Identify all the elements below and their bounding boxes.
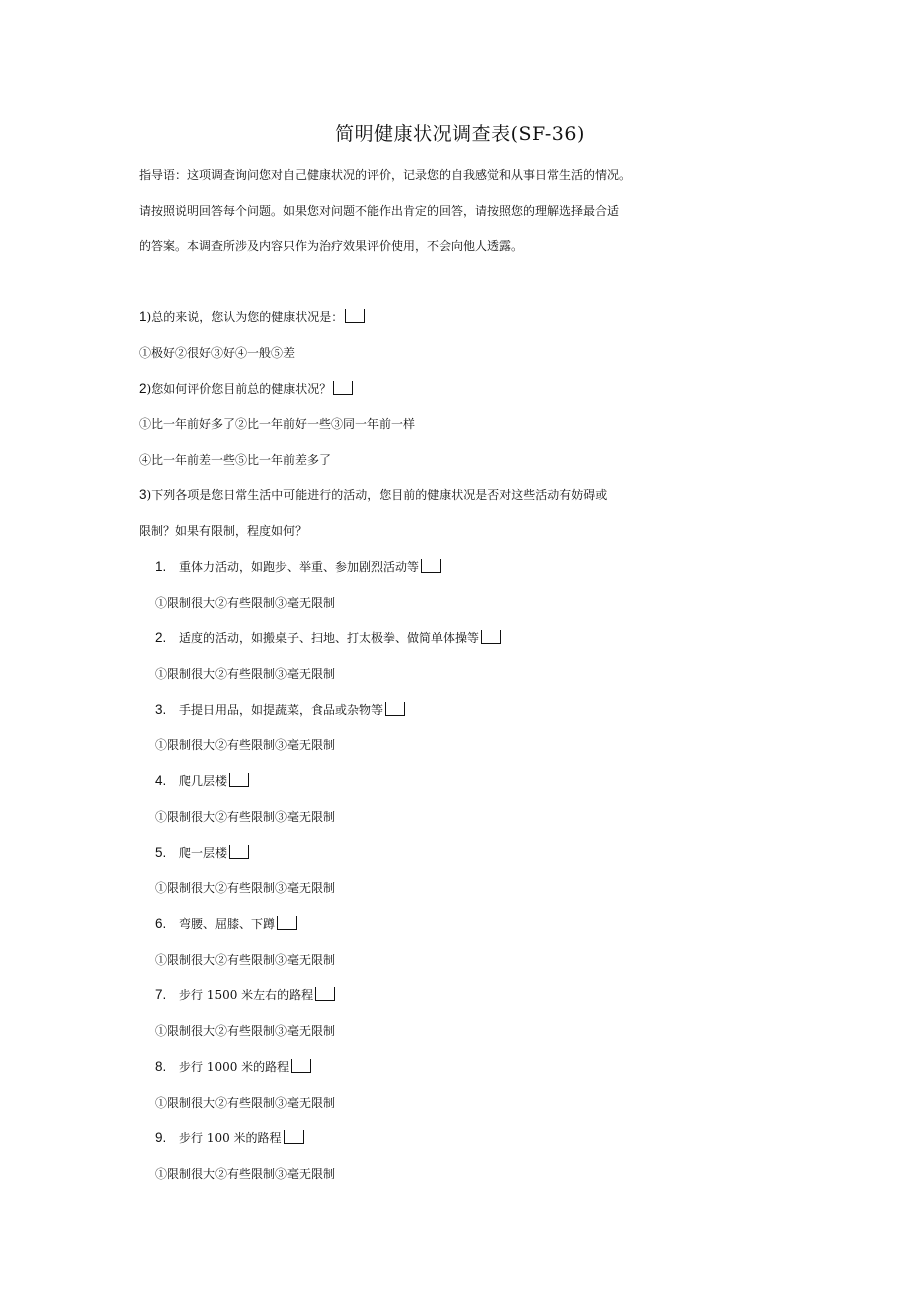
sub-item-1 bbox=[155, 558, 441, 575]
sub-item-text: 适度的活动，如搬桌子、扫地、打太极拳、做简单体操等 bbox=[179, 631, 480, 645]
sub-item-text: 手提日用品，如提蔬菜，食品或杂物等 bbox=[179, 703, 384, 717]
answer-blank[interactable] bbox=[421, 559, 441, 573]
sub-item-4 bbox=[155, 772, 249, 789]
sub-item-number: 1. bbox=[155, 559, 167, 574]
answer-blank[interactable] bbox=[345, 309, 365, 323]
sub-item-number: 8. bbox=[155, 1059, 167, 1074]
sub-item-text: 重体力活动，如跑步、举重、参加剧烈活动等 bbox=[179, 560, 420, 574]
answer-blank[interactable] bbox=[229, 845, 249, 859]
sub-item-text: 爬几层楼 bbox=[179, 774, 228, 788]
sub-item-number: 3. bbox=[155, 702, 167, 717]
sub-item-5-options: ①限制很大②有些限制③毫无限制 bbox=[155, 881, 336, 895]
sub-item-text: 步行 100 米的路程 bbox=[179, 1131, 282, 1145]
question-1-number: 1 bbox=[139, 309, 147, 324]
answer-blank[interactable] bbox=[277, 916, 297, 930]
sub-item-7-options: ①限制很大②有些限制③毫无限制 bbox=[155, 1024, 336, 1038]
page-title: 简明健康状况调查表(SF-36) bbox=[335, 123, 585, 145]
sub-item-8-options: ①限制很大②有些限制③毫无限制 bbox=[155, 1096, 336, 1110]
sub-item-number: 7. bbox=[155, 987, 167, 1002]
sub-item-3 bbox=[155, 701, 405, 718]
sub-item-number: 9. bbox=[155, 1130, 167, 1145]
intro-line-2: 请按照说明回答每个问题。如果您对问题不能作出肯定的回答，请按照您的理解选择最合适 bbox=[139, 204, 620, 218]
answer-blank[interactable] bbox=[229, 773, 249, 787]
sub-item-7 bbox=[155, 986, 335, 1003]
question-3-text-2: 限制？如果有限制，程度如何？ bbox=[139, 524, 308, 538]
answer-blank[interactable] bbox=[315, 987, 335, 1001]
sub-item-number: 5. bbox=[155, 845, 167, 860]
answer-blank[interactable] bbox=[291, 1059, 311, 1073]
sub-item-6 bbox=[155, 915, 297, 932]
intro-line-3: 的答案。本调查所涉及内容只作为治疗效果评价使用，不会向他人透露。 bbox=[139, 239, 524, 253]
sub-item-text: 弯腰、屈膝、下蹲 bbox=[179, 917, 276, 931]
sub-item-8 bbox=[155, 1058, 311, 1075]
question-2 bbox=[139, 380, 353, 397]
question-2-options-1: ①比一年前好多了②比一年前好一些③同一年前一样 bbox=[139, 417, 416, 431]
sub-item-4-options: ①限制很大②有些限制③毫无限制 bbox=[155, 810, 336, 824]
question-1 bbox=[139, 308, 365, 325]
sub-item-text: 步行 1000 米的路程 bbox=[179, 1060, 290, 1074]
sub-item-2-options: ①限制很大②有些限制③毫无限制 bbox=[155, 667, 336, 681]
intro-line-1: 指导语：这项调查询问您对自己健康状况的评价，记录您的自我感觉和从事日常生活的情况。 bbox=[139, 168, 632, 182]
sub-item-text: 爬一层楼 bbox=[179, 846, 228, 860]
question-3-number: 3 bbox=[139, 487, 147, 502]
question-1-options: ①极好②很好③好④一般⑤差 bbox=[139, 346, 296, 360]
question-2-number: 2 bbox=[139, 381, 147, 396]
question-2-options-2: ④比一年前差一些⑤比一年前差多了 bbox=[139, 453, 332, 467]
sub-item-text: 步行 1500 米左右的路程 bbox=[179, 988, 314, 1002]
question-2-text: )您如何评价您目前总的健康状况？ bbox=[146, 382, 332, 396]
sub-item-number: 6. bbox=[155, 916, 167, 931]
sub-item-1-options: ①限制很大②有些限制③毫无限制 bbox=[155, 596, 336, 610]
question-3-text-1: )下列各项是您日常生活中可能进行的活动，您目前的健康状况是否对这些活动有妨碍或 bbox=[146, 488, 608, 502]
sub-item-number: 4. bbox=[155, 773, 167, 788]
sub-item-number: 2. bbox=[155, 630, 167, 645]
answer-blank[interactable] bbox=[385, 702, 405, 716]
sub-item-9-options: ①限制很大②有些限制③毫无限制 bbox=[155, 1167, 336, 1181]
sub-item-2 bbox=[155, 629, 501, 646]
question-1-text: )总的来说，您认为您的健康状况是： bbox=[146, 310, 344, 324]
sub-item-5 bbox=[155, 844, 249, 861]
sub-item-9 bbox=[155, 1129, 304, 1146]
sub-item-3-options: ①限制很大②有些限制③毫无限制 bbox=[155, 738, 336, 752]
answer-blank[interactable] bbox=[333, 381, 353, 395]
question-3 bbox=[139, 486, 607, 503]
answer-blank[interactable] bbox=[481, 630, 501, 644]
answer-blank[interactable] bbox=[284, 1130, 304, 1144]
sub-item-6-options: ①限制很大②有些限制③毫无限制 bbox=[155, 953, 336, 967]
